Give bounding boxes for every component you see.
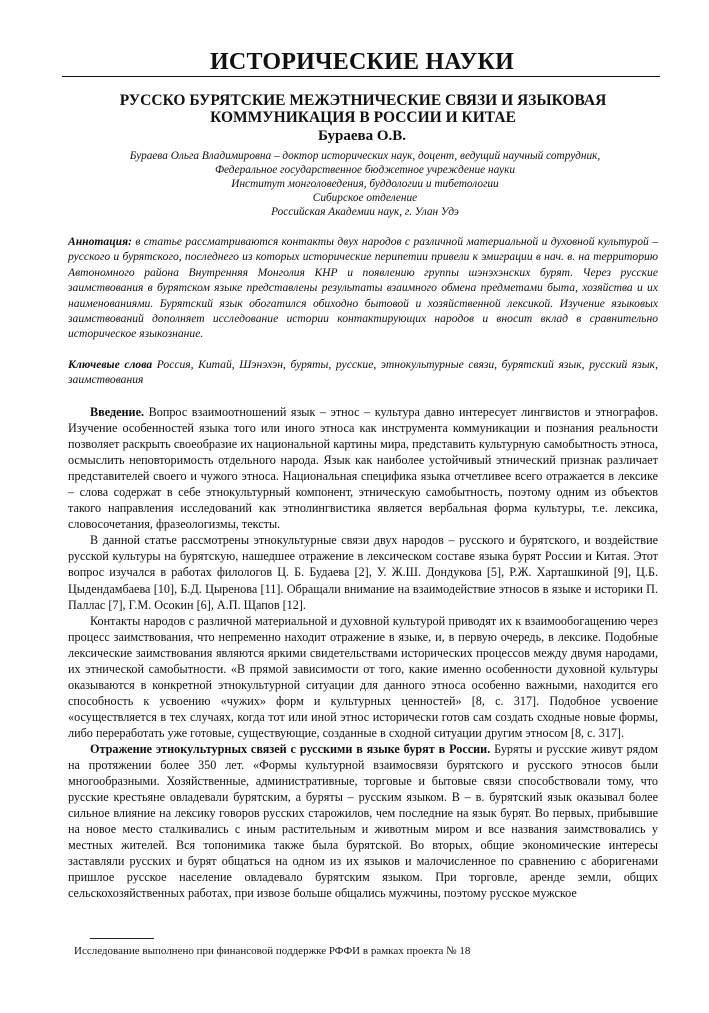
author-affiliation	[80, 149, 650, 219]
affiliation-line: Российская Академии наук, г. Улан Удэ	[271, 206, 459, 218]
paragraph-introduction	[68, 404, 658, 532]
keywords-text: Россия, Китай, Шэнэхэн, буряты, русские, этнокультурные связи, бурятский язык, русский язык, заимствования	[68, 358, 658, 387]
abstract-label: Аннотация:	[68, 235, 132, 248]
footnote-divider	[90, 938, 154, 939]
paragraph: Контакты народов с различной материальной и духовной культурой приводят их к взаимообогащению через процесс заимствования, что непременно находит отражение в языке, и, в первую очередь, в лексике. Подобные лексические заимствования являются яркими свидетельствами исторических процессов между двумя народами, их этнической самобытности. «В прямой зависимости от того, какие именно особенности духовной культуры оказываются в конкретной этнокультурной ситуации для данного этноса особенно важными, находится его способность к усвоению «чужих» форм и культурных ценностей» [8, с. 317]. Подобное усвоение «осуществляется в тех случаях, когда тот или иной этнос исторически готов сам создать сходные новые формы, либо переработать уже готовые, существующие, созданные в сходной ситуации другим этносом [8, с. 317].	[68, 613, 658, 740]
abstract-text: в статье рассматриваются контакты двух народов с различной материальной и духовной культурой – русского и бурятского, последнего из которых исторические перипетии привели к эмиграции в нач. в. на территорию Автономного района Внутренняя Монголия КНР и появлению группы шэнэхэнских бурят. Через русские заимствования в бурятском языке представлены результаты взаимного обмена предметами быта, хозяйства и их наименованиями. Бурятский язык обогатился обиходно бытовой и хозяйственной лексикой. Изучение языковых заимствований дополняет исследование истории контактирующих народов и вносит вклад в сравнительно историческое языкознание.	[68, 235, 658, 341]
keywords-label: Ключевые слова	[68, 358, 153, 371]
paper-title-line-2: КОММУНИКАЦИЯ В РОССИИ И КИТАЕ	[210, 109, 516, 126]
paragraph-russia-section	[68, 741, 658, 901]
abstract	[68, 234, 658, 342]
affiliation-line: Институт монголоведения, буддологии и тибетологии	[231, 178, 499, 190]
section-title: ИСТОРИЧЕСКИЕ НАУКИ	[210, 49, 514, 75]
keywords	[68, 357, 658, 388]
author-name: Бураева О.В.	[317, 128, 407, 144]
introduction-label: Введение.	[90, 405, 145, 419]
section-divider	[62, 76, 660, 77]
paragraph-text: Буряты и русские живут рядом на протяжении более 350 лет. «Формы культурной взаимосвязи бурятского и русского этносов были многообразными. Хозяйственные, административные, торговые и бытовые связи способствовали тому, что русские крестьяне овладевали бурятским, а буряты – русским языком. В – в. бурятский язык оказывал более сильное влияние на лексику говоров русских старожилов, чем последние на язык бурят. Во первых, прибывшие на новое место сталкивались с иным растительным и животным миром и все названия заимствовались у местных жителей. Вся топонимика также была бурятской. Во вторых, общие экономические интересы заставляли русских и бурят общаться на одном из их языков и малочисленное по сравнению с аборигенами пришлое русское население овладевало бурятским языком. При торговле, аренде земли, общих сельскохозяйственных работах, при извозе больше общались мужчины, поэтому русское мужское	[68, 741, 659, 901]
affiliation-line: Бураева Ольга Владимировна – доктор исторических наук, доцент, ведущий научный сотрудник,	[129, 150, 601, 162]
paragraph: В данной статье рассмотрены этнокультурные связи двух народов – русского и бурятского, и воздействие русской культуры на бурятскую, нашедшее отражение в лексическом составе языка бурят России и Китая. Этот вопрос изучался в работах филологов Ц. Б. Будаева [2], У. Ж.Ш. Дондукова [5], Р.Ж. Харташкиной [9], Ц.Б. Цыдендамбаева [10], Б.Д. Цыренова [11]. Обращали внимание на взаимодействие этносов в языке и историки П. Паллас [7], Г.М. Осокин [6], А.П. Щапов [12].	[68, 533, 658, 612]
paper-title	[78, 92, 648, 126]
affiliation-line: Сибирское отделение	[312, 192, 418, 204]
footnote: Исследование выполнено при финансовой поддержке РФФИ в рамках проекта № 18	[74, 945, 471, 957]
paragraph-text: Вопрос взаимоотношений язык – этнос – культура давно интересует лингвистов и этнографов. Изучение особенностей языка того или иного этноса как инструмента коммуникации и познания реальности позволяет раскрыть своеобразие их национальной картины мира, представить культурную самобытность этноса, осмыслить неповторимость отдельного народа. Язык как наиболее устойчивый этнический признак различает представителей своего и чужого этноса. Национальная специфика языка отчетливее всего отражается в лексике – слова содержат в себе этнокультурный компонент, этническую самобытность, поэтому одним из объектов такого направления исследований как этнолингвистика является вербальная форма культуры, т.е. лексика, словосочетания, фразеологизмы, тексты.	[68, 405, 658, 532]
article-body	[68, 404, 658, 901]
paper-title-line-1: РУССКО БУРЯТСКИЕ МЕЖЭТНИЧЕСКИЕ СВЯЗИ И ЯЗЫКОВАЯ	[119, 92, 607, 109]
affiliation-line: Федеральное государственное бюджетное учреждение науки	[214, 164, 516, 176]
subsection-heading: Отражение этнокультурных связей с русскими в языке бурят в России.	[90, 741, 491, 756]
